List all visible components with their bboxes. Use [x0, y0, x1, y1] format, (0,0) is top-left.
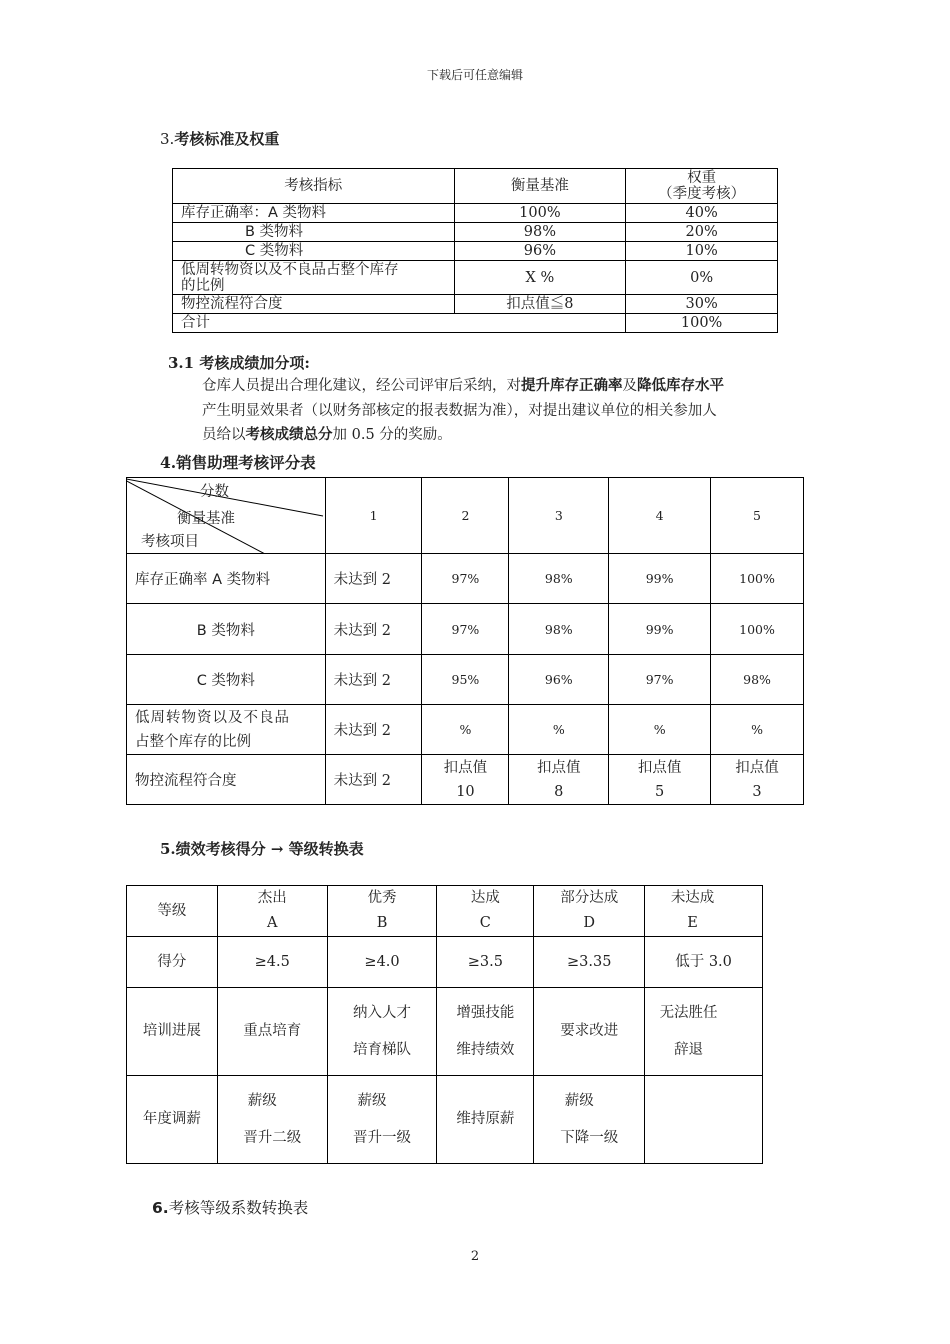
section31-line3: [202, 422, 452, 448]
weight: 30%: [626, 295, 778, 314]
training-line: 培育梯队: [353, 1041, 412, 1058]
grade-name: 优秀: [367, 890, 397, 906]
indicator-line1: 低周转物资以及不良品占整个库存: [181, 261, 399, 278]
training-label: 培训进展: [127, 988, 218, 1076]
text-span: 仓库人员提出合理化建议，经公司评审后采纳，对: [202, 378, 521, 394]
grade-name: 杰出: [257, 890, 287, 906]
cell: 97%: [422, 604, 509, 655]
text-span: 加 0.5 分的奖励。: [332, 427, 452, 443]
grade-letter: B: [376, 915, 388, 931]
section31-line1: [202, 373, 724, 399]
training-line: 无法胜任: [659, 1004, 718, 1021]
section3-title: [160, 128, 279, 149]
score-label: 得分: [127, 937, 218, 988]
table-row: [173, 295, 778, 314]
training-line: 纳入人才: [353, 1004, 412, 1021]
training-line: 要求改进: [560, 1023, 619, 1039]
table-row: [127, 554, 804, 604]
training-line: 辞退: [674, 1041, 704, 1058]
score-col: 2: [422, 478, 509, 554]
cell: 100%: [711, 604, 804, 655]
cell-line: 扣点值: [637, 759, 682, 776]
cell: 未达到 2: [325, 755, 422, 805]
score-cell: 低于 3.0: [645, 937, 763, 988]
cell: 未达到 2: [325, 655, 422, 705]
basis: X %: [454, 261, 626, 295]
section6-title: [152, 1196, 308, 1218]
corner-cell: [127, 478, 326, 554]
section31-title: 3.1 考核成绩加分项:: [168, 354, 310, 372]
grade-name: 达成: [470, 890, 500, 906]
weight: 10%: [626, 242, 778, 261]
cell: %: [711, 705, 804, 755]
indicator: C 类物料: [173, 242, 455, 261]
training-line: 增强技能: [456, 1004, 515, 1021]
weight: 0%: [626, 261, 778, 295]
grade-cell: [327, 886, 437, 937]
grade-letter: D: [583, 915, 596, 931]
salary-line: 晋升二级: [243, 1129, 302, 1146]
cell: [711, 755, 804, 805]
training-cell: [534, 988, 645, 1076]
grade-letter: C: [479, 915, 491, 931]
total-weight: 100%: [626, 314, 778, 333]
cell-line: 3: [752, 783, 762, 800]
cell: 99%: [609, 554, 711, 604]
weight: 20%: [626, 223, 778, 242]
item-label: C 类物料: [127, 655, 326, 705]
indicator: [173, 261, 455, 295]
training-line: 维持绩效: [456, 1041, 515, 1058]
item-label: B 类物料: [127, 604, 326, 655]
table-row: [127, 705, 804, 755]
cell-line: 扣点值: [537, 759, 581, 776]
cell: [509, 755, 609, 805]
score-col: 5: [711, 478, 804, 554]
table-row: [173, 204, 778, 223]
cell: 95%: [422, 655, 509, 705]
cell: 98%: [509, 604, 609, 655]
indicator: 物控流程符合度: [173, 295, 455, 314]
indicator: 库存正确率：A 类物料: [173, 204, 455, 223]
corner-item: 考核项目: [141, 534, 199, 550]
table-row: [173, 261, 778, 295]
grade-letter: A: [266, 915, 278, 931]
table-row: [173, 223, 778, 242]
grade-cell: [217, 886, 327, 937]
score-cell: ≥3.35: [534, 937, 645, 988]
item-label: 库存正确率 A 类物料: [127, 554, 326, 604]
cell-line: 10: [456, 783, 475, 800]
table-row: [127, 755, 804, 805]
section3-title-text: 考核标准及权重: [174, 130, 280, 148]
cell: 96%: [509, 655, 609, 705]
page-number: 2: [470, 1249, 480, 1264]
training-cell: [645, 988, 763, 1076]
grade-name: 部分达成: [560, 890, 619, 906]
corner-score: 分数: [200, 484, 229, 500]
salary-cell: [437, 1076, 534, 1164]
table-row: [127, 988, 763, 1076]
text-span: 员给以: [202, 427, 246, 443]
col-weight-sub: （季度考核）: [658, 186, 746, 202]
grade-label: 等级: [127, 886, 218, 937]
section31-line2: 产生明显效果者（以财务部核定的报表数据为准），对提出建议单位的相关参加人: [202, 403, 717, 419]
basis: 98%: [454, 223, 626, 242]
score-cell: ≥4.0: [327, 937, 437, 988]
basis: 扣点值≦8: [454, 295, 626, 314]
indicator: B 类物料: [173, 223, 455, 242]
salary-line: 下降一级: [560, 1129, 619, 1146]
salary-line: 维持原薪: [456, 1111, 515, 1127]
cell: 未达到 2: [325, 604, 422, 655]
cell: 98%: [509, 554, 609, 604]
cell-line: 扣点值: [735, 759, 779, 776]
section6-title-text: 考核等级系数转换表: [168, 1199, 309, 1217]
section4-title: 4.销售助理考核评分表: [160, 453, 316, 472]
training-cell: [437, 988, 534, 1076]
bold-span: 降低库存水平: [637, 377, 724, 394]
basis: 96%: [454, 242, 626, 261]
salary-cell: [645, 1076, 763, 1164]
score-cell: ≥4.5: [217, 937, 327, 988]
cell: 97%: [422, 554, 509, 604]
total-label: 合计: [173, 314, 626, 333]
section3-title-num: 3.: [160, 130, 175, 148]
table-row: [127, 655, 804, 705]
cell: 100%: [711, 554, 804, 604]
item-label: [127, 705, 326, 755]
score-cell: ≥3.5: [437, 937, 534, 988]
grade-table: [126, 885, 763, 1164]
cell-line: 8: [554, 783, 564, 800]
cell: 未达到 2: [325, 554, 422, 604]
corner-basis: 衡量基准: [177, 511, 235, 527]
cell: [422, 755, 509, 805]
col-weight-title: 权重: [687, 170, 717, 186]
col-indicator: 考核指标: [173, 169, 455, 204]
cell: %: [509, 705, 609, 755]
training-cell: [327, 988, 437, 1076]
item-line1: 低周转物资以及不良品: [135, 709, 290, 726]
cell: [609, 755, 711, 805]
page-header: 下载后可任意编辑: [426, 68, 523, 82]
table-row: [173, 242, 778, 261]
salary-line: 薪级: [247, 1092, 277, 1109]
text-span: 及: [622, 378, 637, 394]
salary-cell: [217, 1076, 327, 1164]
score-col: 1: [325, 478, 422, 554]
salary-label: 年度调薪: [127, 1076, 218, 1164]
bold-span: 提升库存正确率: [521, 377, 623, 394]
training-line: 重点培育: [243, 1023, 302, 1039]
grade-cell: [437, 886, 534, 937]
score-col: 4: [609, 478, 711, 554]
cell: %: [609, 705, 711, 755]
basis: 100%: [454, 204, 626, 223]
item-line2: 占整个库存的比例: [135, 733, 251, 750]
cell-line: 扣点值: [443, 759, 488, 776]
cell: 99%: [609, 604, 711, 655]
table-row: [127, 886, 763, 937]
section5-title: 5.绩效考核得分 → 等级转换表: [160, 840, 364, 858]
item-label: 物控流程符合度: [127, 755, 326, 805]
cell: 97%: [609, 655, 711, 705]
col-weight: [626, 169, 778, 204]
salary-cell: [534, 1076, 645, 1164]
salary-line: 薪级: [357, 1092, 387, 1109]
cell: 98%: [711, 655, 804, 705]
table-row: [127, 604, 804, 655]
col-basis: 衡量基准: [454, 169, 626, 204]
table-row: [127, 1076, 763, 1164]
cell: 未达到 2: [325, 705, 422, 755]
salary-cell: [327, 1076, 437, 1164]
training-cell: [217, 988, 327, 1076]
weight: 40%: [626, 204, 778, 223]
grade-cell: [534, 886, 645, 937]
table-row: [127, 937, 763, 988]
indicator-line2: 的比例: [181, 277, 225, 294]
score-col: 3: [509, 478, 609, 554]
grade-name: 未达成: [670, 890, 715, 906]
weight-table: [172, 168, 778, 333]
salary-line: 晋升一级: [353, 1129, 412, 1146]
grade-cell: [645, 886, 763, 937]
cell-line: 5: [655, 783, 665, 800]
salary-line: 薪级: [564, 1092, 594, 1109]
cell: %: [422, 705, 509, 755]
grade-letter: E: [687, 915, 698, 931]
table-row: [173, 314, 778, 333]
bold-span: 考核成绩总分: [245, 426, 333, 443]
score-table: [126, 477, 804, 805]
section6-title-num: 6.: [152, 1199, 169, 1217]
